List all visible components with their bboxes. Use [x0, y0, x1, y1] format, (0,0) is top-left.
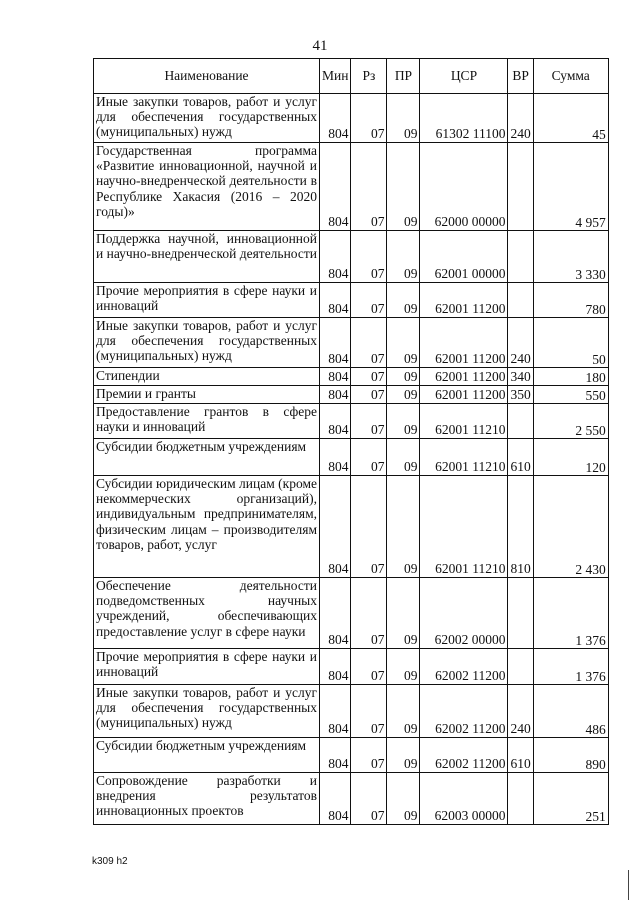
row-csr: 62000 00000 [420, 143, 508, 231]
row-sum: 120 [533, 439, 608, 476]
row-min: 804 [320, 476, 351, 578]
table-row [94, 404, 609, 439]
row-csr: 62001 11210 [420, 439, 508, 476]
row-min: 804 [320, 143, 351, 231]
row-rz: 07 [351, 404, 387, 439]
row-vr: 810 [508, 476, 533, 578]
row-rz: 07 [351, 283, 387, 318]
row-vr: 240 [508, 318, 533, 368]
row-pr: 09 [387, 283, 420, 318]
row-name: Иные закупки товаров, работ и услуг для обеспечения государственных (муниципальных) нужд [94, 685, 320, 738]
table-row [94, 368, 609, 386]
row-rz: 07 [351, 738, 387, 773]
row-name: Премии и гранты [94, 386, 320, 404]
table-row [94, 231, 609, 283]
table-row [94, 578, 609, 649]
row-pr: 09 [387, 578, 420, 649]
row-sum: 486 [533, 685, 608, 738]
row-vr: 610 [508, 439, 533, 476]
row-vr: 350 [508, 386, 533, 404]
header-sum: Сумма [533, 59, 608, 94]
row-pr: 09 [387, 143, 420, 231]
table-row [94, 94, 609, 143]
row-rz: 07 [351, 318, 387, 368]
row-pr: 09 [387, 404, 420, 439]
row-csr: 62002 11200 [420, 649, 508, 685]
row-vr [508, 231, 533, 283]
row-name: Предоставление грантов в сфере науки и инноваций [94, 404, 320, 439]
header-vr: ВР [508, 59, 533, 94]
row-name: Иные закупки товаров, работ и услуг для обеспечения государственных (муниципальных) нужд [94, 318, 320, 368]
row-rz: 07 [351, 368, 387, 386]
row-pr: 09 [387, 476, 420, 578]
row-vr: 610 [508, 738, 533, 773]
row-sum: 4 957 [533, 143, 608, 231]
row-csr: 62002 00000 [420, 578, 508, 649]
page-number: 41 [312, 38, 328, 54]
row-sum: 1 376 [533, 578, 608, 649]
row-vr [508, 649, 533, 685]
row-vr [508, 773, 533, 825]
row-csr: 61302 11100 [420, 94, 508, 143]
row-vr: 240 [508, 685, 533, 738]
row-pr: 09 [387, 318, 420, 368]
row-sum: 45 [533, 94, 608, 143]
row-csr: 62001 00000 [420, 231, 508, 283]
row-csr: 62001 11200 [420, 318, 508, 368]
footer-code: k309 h2 [92, 856, 128, 867]
row-name: Сопровождение разработки и внедрения результатов инновационных проектов [94, 773, 320, 825]
row-name: Субсидии бюджетным учреждениям [94, 439, 320, 476]
row-min: 804 [320, 685, 351, 738]
row-csr: 62002 11200 [420, 738, 508, 773]
table-row [94, 283, 609, 318]
header-csr: ЦСР [420, 59, 508, 94]
row-pr: 09 [387, 386, 420, 404]
row-sum: 2 550 [533, 404, 608, 439]
row-csr: 62001 11210 [420, 476, 508, 578]
row-rz: 07 [351, 773, 387, 825]
row-rz: 07 [351, 578, 387, 649]
row-pr: 09 [387, 231, 420, 283]
row-sum: 180 [533, 368, 608, 386]
row-name: Субсидии бюджетным учреждениям [94, 738, 320, 773]
row-min: 804 [320, 439, 351, 476]
row-sum: 2 430 [533, 476, 608, 578]
row-min: 804 [320, 318, 351, 368]
row-pr: 09 [387, 649, 420, 685]
row-name: Стипендии [94, 368, 320, 386]
row-min: 804 [320, 649, 351, 685]
row-min: 804 [320, 404, 351, 439]
row-name: Обеспечение деятельности подведомственных научных учреждений, обеспечивающих предоставление услуг в сфере науки [94, 578, 320, 649]
row-pr: 09 [387, 685, 420, 738]
row-min: 804 [320, 368, 351, 386]
row-name: Субсидии юридическим лицам (кроме некоммерческих организаций), индивидуальным предпринимателям, физическим лицам – производителям товаров, работ, услуг [94, 476, 320, 578]
row-sum: 890 [533, 738, 608, 773]
row-vr [508, 578, 533, 649]
row-rz: 07 [351, 94, 387, 143]
row-csr: 62003 00000 [420, 773, 508, 825]
row-name: Государственная программа «Развитие инновационной, научной и научно-внедренческой деятельности в Республике Хакасия (2016 – 2020 годы)» [94, 143, 320, 231]
row-csr: 62001 11200 [420, 283, 508, 318]
row-pr: 09 [387, 439, 420, 476]
table-body [94, 94, 609, 825]
row-min: 804 [320, 94, 351, 143]
row-sum: 3 330 [533, 231, 608, 283]
row-vr: 340 [508, 368, 533, 386]
row-pr: 09 [387, 368, 420, 386]
row-csr: 62002 11200 [420, 685, 508, 738]
row-rz: 07 [351, 231, 387, 283]
row-name: Иные закупки товаров, работ и услуг для обеспечения государственных (муниципальных) нужд [94, 94, 320, 143]
table-row [94, 476, 609, 578]
table-row [94, 143, 609, 231]
row-min: 804 [320, 738, 351, 773]
header-name: Наименование [94, 59, 320, 94]
row-rz: 07 [351, 649, 387, 685]
row-sum: 550 [533, 386, 608, 404]
row-rz: 07 [351, 476, 387, 578]
table-row [94, 318, 609, 368]
row-sum: 251 [533, 773, 608, 825]
row-sum: 50 [533, 318, 608, 368]
row-name: Поддержка научной, инновационной и научно-внедренческой деятельности [94, 231, 320, 283]
budget-table [93, 58, 609, 825]
table-row [94, 439, 609, 476]
row-vr [508, 283, 533, 318]
row-name: Прочие мероприятия в сфере науки и инноваций [94, 649, 320, 685]
table-row [94, 738, 609, 773]
table-header-row [94, 59, 609, 94]
row-pr: 09 [387, 94, 420, 143]
row-pr: 09 [387, 738, 420, 773]
table-row [94, 386, 609, 404]
row-min: 804 [320, 578, 351, 649]
table-row [94, 685, 609, 738]
row-rz: 07 [351, 439, 387, 476]
row-vr [508, 143, 533, 231]
header-min: Мин [320, 59, 351, 94]
margin-mark [628, 870, 629, 900]
row-rz: 07 [351, 685, 387, 738]
row-rz: 07 [351, 143, 387, 231]
row-pr: 09 [387, 773, 420, 825]
row-rz: 07 [351, 386, 387, 404]
row-csr: 62001 11200 [420, 368, 508, 386]
row-csr: 62001 11210 [420, 404, 508, 439]
table-row [94, 773, 609, 825]
row-min: 804 [320, 773, 351, 825]
row-sum: 780 [533, 283, 608, 318]
header-rz: Рз [351, 59, 387, 94]
row-sum: 1 376 [533, 649, 608, 685]
row-min: 804 [320, 283, 351, 318]
row-min: 804 [320, 231, 351, 283]
table-row [94, 649, 609, 685]
row-csr: 62001 11200 [420, 386, 508, 404]
header-pr: ПР [387, 59, 420, 94]
row-name: Прочие мероприятия в сфере науки и инноваций [94, 283, 320, 318]
row-vr: 240 [508, 94, 533, 143]
row-min: 804 [320, 386, 351, 404]
row-vr [508, 404, 533, 439]
